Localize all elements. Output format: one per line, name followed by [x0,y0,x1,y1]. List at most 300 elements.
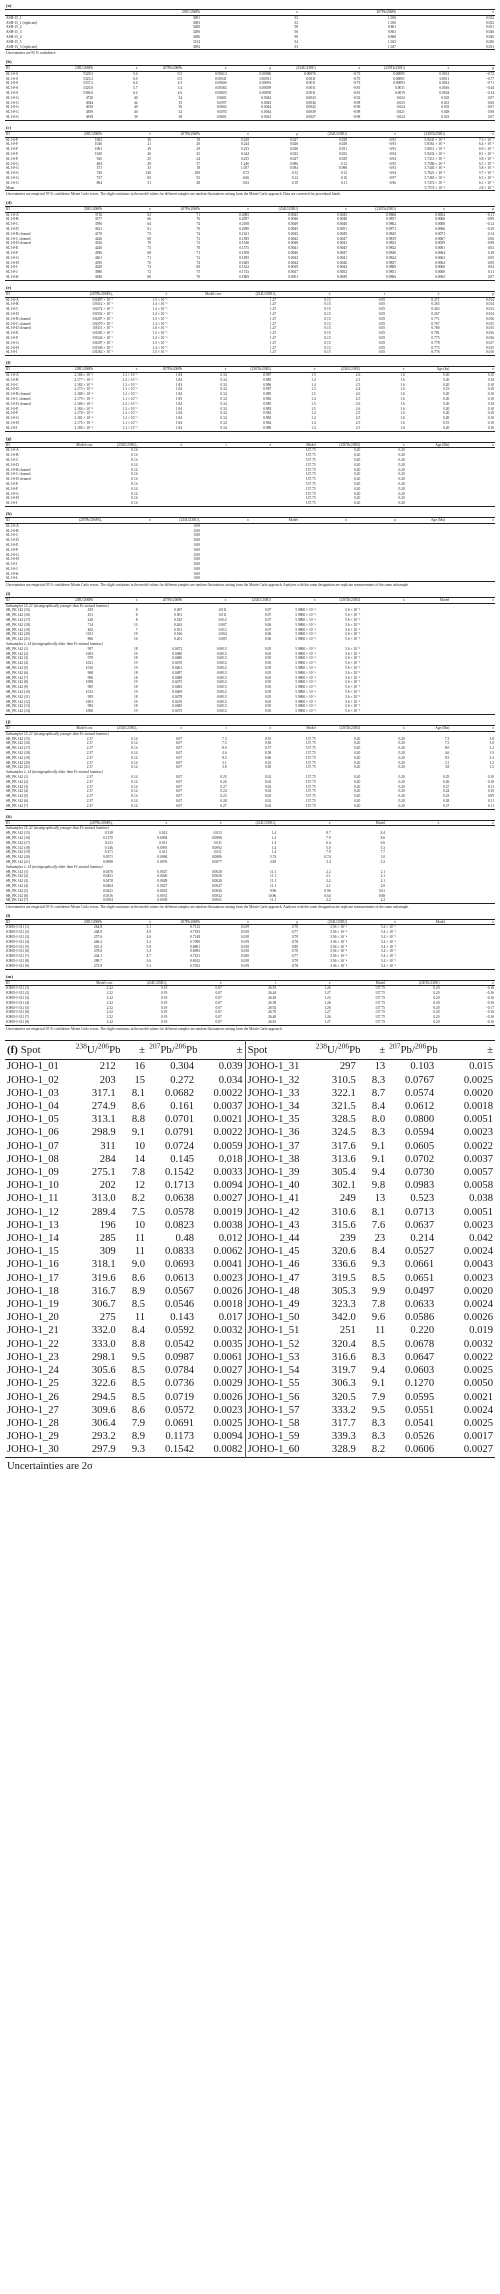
table-cell [450,501,495,506]
value-cell: 9.0 [131,1259,146,1271]
table-cell: 74 [196,231,200,236]
table-cell: 0.14 [131,457,138,462]
table-cell: 2.37 [86,746,94,751]
value-cell: 310.5 [331,1074,356,1086]
table-cell: 0.15 [324,340,331,345]
table-cell [152,186,201,191]
table-cell: ASH-15_4 [6,34,22,39]
table-cell: 0.0084 [157,855,168,860]
table-cell: 2.173 × 10⁻⁴ [74,387,94,392]
table-cell: 1.6 [400,425,405,430]
value-cell: 317.7 [331,1417,356,1429]
table-cell: 7.5 [444,741,450,746]
table-cell: 137.75 [375,1015,386,1020]
table-cell: 990 [87,675,94,680]
spot-id-cell: JOHO-1_10 [7,1180,59,1192]
table-cell: 0.013 [485,307,494,312]
table-cell: 2.37 [86,794,94,799]
value-cell: 0.0637 [405,1219,435,1231]
table-cell: 0.78 [291,925,298,930]
table-cell: 3.56 × 10⁻⁴ [330,944,347,949]
table-cell: 4720 [85,95,94,100]
table-cell: 0.019 [240,925,249,930]
spot-id-cell: JOHO-1_14 [7,1233,59,1245]
value-cell: 0.0043 [463,1259,493,1271]
table-cell: 0.0012 [439,81,450,86]
table-cell: 945 [96,156,102,161]
table-cell: 0.07 [175,789,183,794]
table-cell: 0.20 [398,755,405,760]
table-cell: 0.863 [387,30,396,35]
table-cell: 1.2 × 10⁻⁵ [122,401,138,406]
table-cell: SL1-0-C [6,533,19,538]
table-cell: 0.019 [240,930,249,935]
column-header: ± [149,131,151,136]
table-cell: ASH-15_5 (replicate) [6,44,38,49]
table-cell: 0.0013 [216,670,227,675]
table-cell: 3.2 [489,746,494,751]
table-cell: 0.05 [264,685,272,690]
value-cell: 311 [100,1140,116,1152]
table-cell: SL1-0-A [6,373,19,377]
table-cell: 71 [196,251,200,256]
table-cell [50,501,95,506]
table-cell: 0.20 [353,481,361,486]
column-header: Age (Ma) [435,726,450,730]
table-cell [361,709,406,714]
table-cell: 0.04 [487,265,494,270]
value-cell: 318.1 [91,1259,116,1271]
table-cell: 0.0044 [288,260,298,265]
table-cell: 5.6 × 10⁻⁵ [345,646,361,651]
table-cell: 0.05 [378,340,386,345]
value-cell: 285 [99,1233,116,1245]
table-cell: 137.75 [305,467,316,472]
table-cell: 5.9800 × 10⁻⁴ [295,608,316,613]
table-cell: SB_PK 142 (10) [6,690,30,695]
column-header: ± [149,206,151,211]
table-cell: 7.3 [444,736,450,741]
table-cell: 2.37 [86,779,94,784]
column-header: t [384,291,386,296]
spot-id-cell: JOHO-1_28 [7,1417,59,1429]
table-cell: 70 [196,275,200,280]
table-cell: SB_PK 142 (20) [6,855,30,860]
table-cell: 0.8324 × 10⁻² [92,336,113,341]
value-cell: 275 [99,1312,116,1324]
table-cell: 3.4 [326,859,331,864]
table-cell: JOHO-I-311 (5) [6,944,30,949]
spot-id-cell: JOHO-1_40 [245,1179,314,1192]
table-cell: 0.026 [485,30,494,35]
table-cell: 1.26 [324,986,331,991]
table-cell: 0.07 [215,1000,222,1005]
table-cell: 0.68 [378,893,386,898]
value-cell: 339.3 [331,1431,356,1443]
table-cell: 0.05606 [214,81,227,86]
table-cell: 371 [96,166,102,171]
value-cell: 15 [134,1074,146,1086]
value-cell: 0.0035 [213,1338,243,1350]
table-cell: 0.0013 [216,685,227,690]
table-cell: 0.06 [487,100,494,105]
table-cell: 1.4 [271,845,277,850]
value-cell: 0.0032 [463,1338,493,1350]
table-cell: 3.0 [489,741,494,746]
table-cell: 0.860 [387,34,396,39]
value-cell: 0.0023 [463,1272,493,1284]
column-header: (234U/238U) [278,206,298,211]
table-cell: 0.14 [131,798,138,803]
table-cell: 3.85 [269,859,277,864]
table-row [5,1020,495,1025]
value-cell: 0.012 [218,1233,243,1245]
table-cell: 0.0047 [288,270,298,275]
column-header: t [275,980,277,985]
table-cell: 0.20 [443,425,450,430]
spot-id-cell: JOHO-1_54 [245,1364,314,1377]
table-cell: 0.77 [291,930,298,935]
table-cell: 5.4 [133,71,138,76]
table-cell: 0.0048 [288,241,298,246]
value-cell: 0.0024 [463,1404,493,1416]
table-cell: 0.0013 [216,694,227,699]
table-cell: 0.0024 [439,90,450,95]
table-section-label: (i) [6,590,11,596]
table-cell: 49 [147,161,151,166]
table-cell: 1.84 [175,392,183,397]
table-f-pb-pb-header-2: $^{207}$Pb/$^{206}$Pb [389,1041,438,1057]
value-cell: 8.1 [131,1087,146,1099]
value-cell: 0.0719 [164,1391,195,1403]
table-cell: 0.20 [353,477,361,482]
table-cell: 0.0092 [211,845,222,850]
table-cell: 137.75 [305,798,316,803]
value-cell: 0.034 [218,1074,243,1086]
table-cell: 0.0047 [337,251,347,256]
table-f-row [5,1206,495,1219]
table-cell: SB_PK 142 (4) [6,789,29,794]
spot-id-cell: JOHO-1_22 [7,1338,59,1350]
table-cell: 0.011 [213,840,222,845]
table-cell: SL1-0-G [6,161,19,166]
table-cell: 0.05 [264,675,272,680]
table-cell: 0.07 [264,608,272,613]
column-header: 238U/206Pb [74,367,94,372]
value-cell: 313.0 [91,1193,116,1205]
table-f-row [5,1219,495,1232]
value-cell: 342.0 [331,1312,356,1324]
table-cell: 0.255 [240,156,249,161]
table-section [5,591,495,719]
subgroup-heading: Subsamples 15–21 (stratigraphically younger than Fe stained laminae) [6,826,109,831]
table-cell: 1.0 [380,855,386,860]
value-cell: 0.0059 [213,1140,243,1152]
table-cell: SL1-0-C [6,382,19,387]
spot-id-cell: JOHO-1_33 [245,1087,314,1100]
spot-id-cell: JOHO-1_01 [7,1061,59,1073]
column-header: ± [492,131,494,136]
table-cell: 1.4 × 10⁻³ [152,312,168,317]
table-cell: 1.246 [240,161,249,166]
value-cell: 9.6 [371,1312,386,1324]
table-cell: 0.7148 [190,935,200,940]
table-cell: 5.7586 × 10⁻⁴ [424,161,445,166]
value-cell: 0.0497 [405,1285,435,1297]
table-cell: 0.265 [431,302,440,307]
table-cell: 0.021 [441,100,450,105]
table-cell: 19 [134,709,138,714]
table-cell: 0.08 [487,241,494,246]
table-row [5,898,495,903]
table-cell: Mean [6,185,15,190]
table-cell: 1.4 × 10⁻³ [152,336,168,341]
spot-id-cell: JOHO-1_56 [245,1391,314,1404]
table-cell: 74 [196,260,200,265]
table-cell: 4818 [85,114,94,119]
table-cell: 1.5 × 10⁻³ [152,331,168,336]
table-cell: 0.0049 [337,275,347,280]
value-cell: 0.0678 [405,1338,435,1350]
table-cell: 73 [147,246,151,251]
value-cell: 8.3 [371,1074,386,1086]
data-table [5,65,495,121]
table-cell: 1.84 [175,387,183,392]
table-cell: 1.4 [271,850,277,855]
table-cell: SL1-0-H [6,420,19,425]
table-section-label: (d) [6,199,12,205]
column-header: (230Th/238U) [424,131,445,136]
table-cell: 18 [134,670,138,675]
table-cell: 0.10 [487,406,494,411]
spot-id-cell: JOHO-1_49 [245,1298,314,1311]
table-cell: 5.8361 × 10⁻⁴ [424,142,445,147]
table-cell: 5.7311 × 10⁻⁴ [424,156,445,161]
table-cell: SB_PK 142 (16) [6,741,30,746]
table-f-row [5,1245,495,1258]
table-cell: 1.25 [324,996,331,1001]
table-cell: 3.56 × 10⁻⁴ [330,963,347,968]
table-cell: 8.4 [380,831,386,836]
column-header: ± [447,65,450,70]
table-cell: 8.5 [444,755,450,760]
table-row [5,350,495,355]
value-cell: 11 [374,1325,386,1337]
table-section-label: (a) [6,3,12,8]
table-cell: 1.84 [175,420,183,425]
table-cell: 0.267 [431,312,440,317]
table-cell: 37 [196,161,200,166]
value-cell: 0.214 [410,1233,435,1245]
table-cell: 63 [147,212,151,217]
table-cell: 0.20 [353,774,361,779]
table-cell: 1.4 [311,425,316,430]
table-cell: SL1-0-I [6,562,18,567]
spot-id-cell: JOHO-1_55 [245,1377,314,1390]
value-cell: 0.019 [469,1325,493,1337]
table-cell: 0.8312 × 10⁻² [92,302,113,307]
table-cell: 0.9832 [386,246,396,251]
table-cell: 0.244 [240,142,249,147]
table-cell: 0.14 [131,472,138,477]
column-header: ± [492,919,494,924]
data-table [5,291,495,356]
table-cell: 0.34 [220,387,227,392]
table-cell: 0.020 [240,954,249,959]
table-cell: 0.10 [487,774,494,779]
table-cell [299,186,348,191]
table-cell: 0.20 [353,453,361,458]
table-cell: 0.20 [398,453,405,458]
value-cell: 317.1 [91,1087,116,1099]
table-cell: SL1-0-G [6,171,19,176]
table-cell: 0.0486 [172,656,183,661]
table-cell: 0.20 [433,1015,440,1020]
table-cell: 1.84 [175,377,183,382]
table-cell: 53 [294,15,298,20]
table-cell: 0.9840 [386,251,396,256]
value-cell: 0.0021 [213,1114,243,1126]
table-cell: 66 [147,275,151,280]
table-cell: 0.12 [340,161,347,166]
table-cell: 0.0012 [216,709,227,714]
table-cell: 0.05 [264,694,272,699]
table-cell: 0.07 [215,1020,222,1025]
spot-id-cell: JOHO-1_53 [245,1351,314,1364]
value-cell: 7.6 [371,1219,386,1231]
table-cell: 2.1 [326,874,331,879]
table-cell: JOHO-I-311 (4) [6,1000,30,1005]
table-cell: SL1-0-L [6,576,19,581]
table-cell: 5.9800 × 10⁻⁴ [295,699,316,704]
table-cell: 2.37 [86,789,94,794]
table-cell: 0.20 [433,1020,440,1025]
table-cell: 1.5 [311,406,316,411]
table-cell: 1.4 [271,835,277,840]
table-cell: SL1-0-S [6,90,19,95]
table-cell: 0.0051 [337,227,347,232]
table-cell: 53 [294,44,298,49]
table-cell: SL1-0-D [6,538,19,543]
value-cell: 0.0638 [164,1193,195,1205]
table-f-row [5,1377,495,1390]
table-cell: 0.0042 [288,236,298,241]
value-cell: 0.103 [410,1061,435,1073]
table-cell: 1.28 [324,1005,331,1010]
table-cell: 3590 [94,222,102,227]
column-header: (230Th/238U) [339,726,361,730]
table-cell: 1001 [85,699,94,704]
table-cell: 0.0065 [435,275,445,280]
table-cell: 0.7032 [190,963,200,968]
table-cell: 1.4 × 10⁻³ [152,307,168,312]
table-cell: SL1-0-F [6,142,19,147]
value-cell: 212 [99,1061,116,1073]
value-cell: 306.7 [91,1299,116,1311]
table-cell: 11.1 [270,879,277,884]
value-cell: 294.5 [91,1391,116,1403]
table-cell: 0.0601 [216,95,227,100]
spot-id-cell: JOHO-1_45 [245,1245,314,1258]
column-header: (230Th/238U) [384,65,405,70]
value-cell: 8.5 [371,1272,386,1284]
column-header: ± [313,367,316,372]
table-cell: 0.61 [378,888,386,893]
table-cell: 75 [147,231,151,236]
table-cell: 0.14 [131,448,138,453]
value-cell: 203 [99,1074,116,1086]
table-cell: 0.06 [264,632,272,637]
table-cell: 0.011 [213,850,222,855]
table-cell: 2.37 [86,741,94,746]
value-cell: 0.0026 [213,1391,243,1403]
spot-id-cell: JOHO-1_03 [7,1087,59,1099]
table-cell: -0.71 [486,81,494,86]
table-cell: -0.94 [388,171,396,176]
value-cell: 0.0633 [405,1299,435,1311]
table-cell: 137.75 [305,774,316,779]
table-cell: 0.986 [263,382,272,387]
value-cell: 328.5 [331,1114,356,1126]
table-cell: JOHO-I-311 (6) [6,1010,30,1015]
table-cell: 0.0041 [337,255,347,260]
table-cell [103,186,152,191]
table-cell: 1.4 [311,420,316,425]
table-cell: 9.96 [269,888,277,893]
table-cell: 0.20 [398,779,405,784]
value-cell: 321.5 [331,1101,356,1113]
table-cell: 0.0026 [211,888,222,893]
spot-id-cell: JOHO-1_17 [7,1272,59,1284]
table-cell: 36 [178,105,183,110]
table-cell: SL1-0-C cleaned [6,472,31,477]
table-f-row [5,1113,495,1126]
table-cell: 137.75 [305,472,316,477]
table-cell: 0.8297 × 10⁻² [92,340,113,345]
table-cell: 484 [96,161,102,166]
table-cell: 1003 [85,651,94,656]
table-cell: SL1-0-I [6,350,18,355]
table-cell: 4910 [85,105,94,110]
table-cell: 0.0476 [102,869,113,874]
table-cell: 1.2 [489,760,494,765]
table-cell: 0.0042 [288,255,298,260]
column-header: (207Pb/206Pb)₀ [89,820,113,825]
column-header: ± [443,206,445,211]
table-cell: 3.56 × 10⁻⁴ [330,935,347,940]
table-cell: 11.1 [270,869,277,874]
table-cell: 137.75 [375,986,386,991]
column-header: ± [394,131,396,136]
table-cell: 0.0046 [288,217,298,222]
column-header: ± [247,517,249,522]
table-cell: 0.0012 [216,680,227,685]
table-cell: SL1-0-B [6,217,19,222]
table-cell: 0.098 [338,166,347,171]
table-cell: 0.20 [353,784,361,789]
table-cell: 1.6 [400,396,405,401]
column-header: ID [6,131,10,136]
table-cell: 5.4 × 10⁻⁵ [380,954,396,959]
table-cell: 72 [196,255,200,260]
table-cell: 1.9 [489,750,494,755]
table-cell: 0.0045 [337,246,347,251]
table-f-u-pb-header-2: $^{238}$U/$^{206}$Pb [315,1041,361,1057]
table-cell: 0.0478 [102,879,113,884]
table-cell: 1.2 × 10⁻⁵ [122,382,138,387]
table-cell: -0.73 [352,71,361,76]
table-cell: SL1-0-S [6,86,19,91]
